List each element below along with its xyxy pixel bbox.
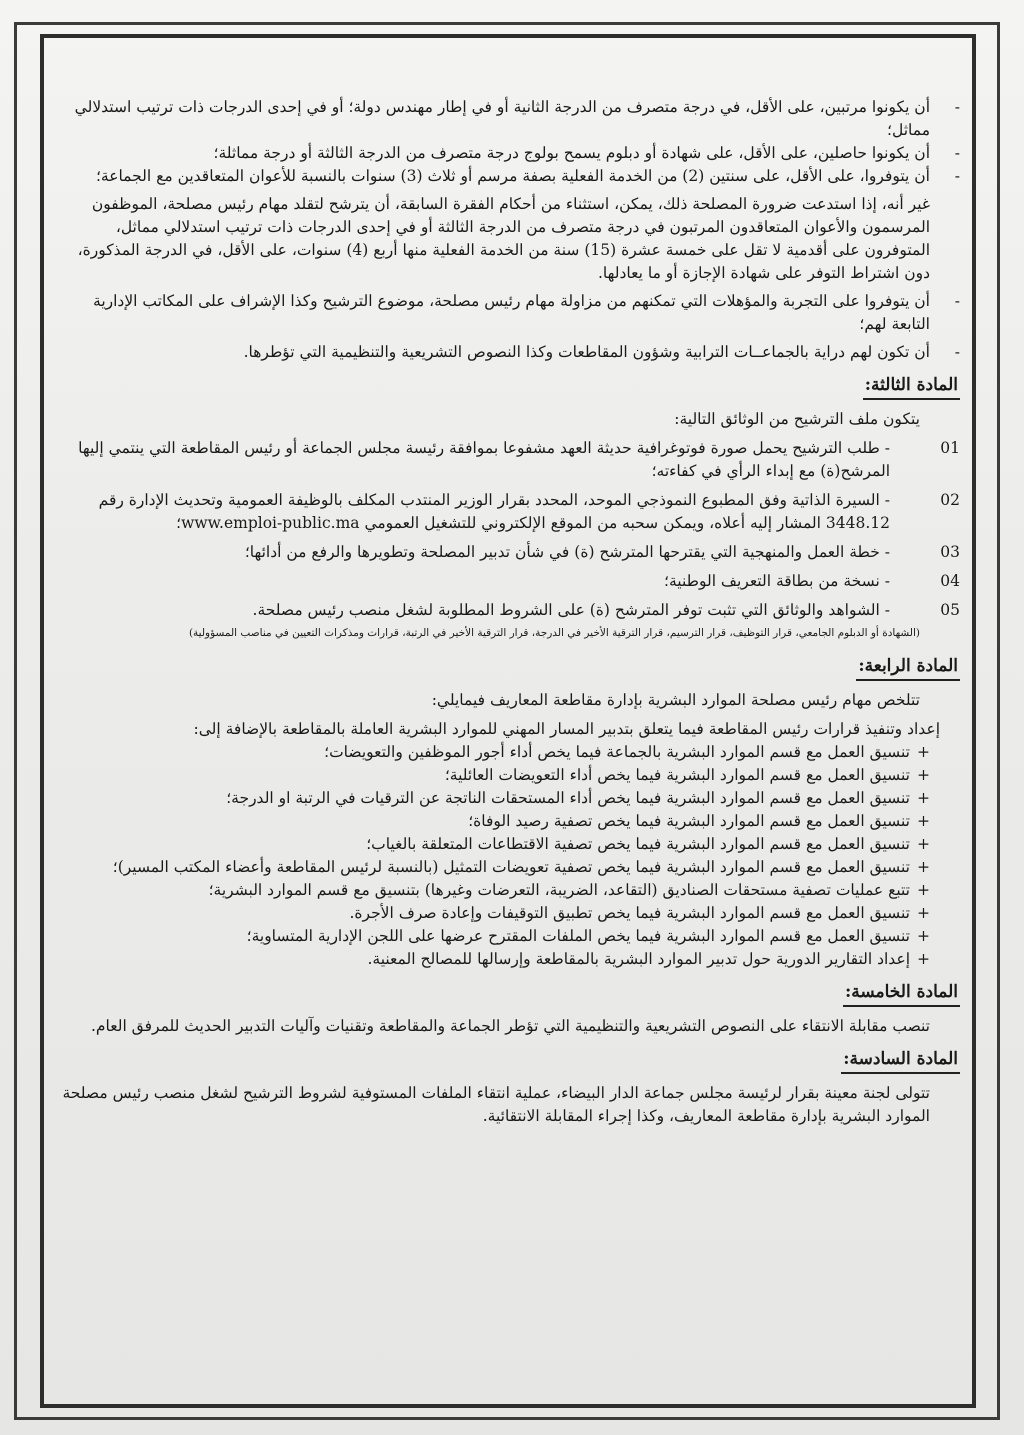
task-item: + إعداد التقارير الدورية حول تدبير الموارد البشرية بالمقاطعة وإرسالها للمصالح المعنية. [60, 948, 960, 971]
document-text: - السيرة الذاتية وفق المطبوع النموذجي الموحد، المحدد بقرار الوزير المنتدب المكلف بالوظيفة العمومية وتحديث الإدارة رقم 3448.12 المشار إليه أعلاه، ويمكن سحبه من الموقع الإلكتروني للتشغيل العمومي www.emploi-public.ma؛ [98, 491, 890, 532]
article-4-lead: إعداد وتنفيذ قرارات رئيس المقاطعة فيما يتعلق بتدبير المسار المهني للموارد البشرية العاملة بالمقاطعة بالإضافة إلى: [193, 720, 940, 738]
condition-item: - أن يكونوا حاصلين، على الأقل، على شهادة أو دبلوم يسمح بولوج درجة متصرف من الدرجة الثالثة أو درجة مماثلة؛ [60, 142, 960, 165]
document-number: 05 [940, 601, 960, 619]
condition-item: - أن يكونوا مرتبين، على الأقل، في درجة متصرف من الدرجة الثانية أو في إطار مهندس دولة؛ أو في إحدى الدرجات ذات ترتيب استدلالي مماثل؛ [60, 96, 960, 142]
documents-note: (الشهادة أو الدبلوم الجامعي، قرار التوظيف، قرار الترسيم، قرار الترقية الأخير في الدرجة، قرار الترقية الأخير في الرتبة، قرارات ومذكرات التعيين في مناصب المسؤولية) [188, 627, 920, 639]
document-number: 03 [940, 543, 960, 561]
condition-item: - أن يتوفروا، على الأقل، على سنتين (2) من الخدمة الفعلية بصفة مرسم أو ثلاث (3) سنوات بالنسبة للأعوان المتعاقدين مع الجماعة؛ [60, 165, 960, 188]
task-item: + تنسيق العمل مع قسم الموارد البشرية فيما يخص تصفية تعويضات التمثيل (بالنسبة لرئيس المقاطعة وأعضاء المكتب المسير)؛ [60, 856, 960, 879]
article-4-intro: تتلخص مهام رئيس مصلحة الموارد البشرية بإدارة مقاطعة المعاريف فيمايلي: [431, 691, 920, 709]
article-5-text: تنصب مقابلة الانتقاء على النصوص التشريعية والتنظيمية التي تؤطر الجماعة والمقاطعة وتقنيات وآليات التدبير الحديث للمرفق العام. [91, 1017, 930, 1035]
task-item: + تنسيق العمل مع قسم الموارد البشرية بالجماعة فيما يخص أداء أجور الموظفين والتعويضات؛ [60, 741, 960, 764]
document-item [60, 570, 960, 593]
document-item [60, 541, 960, 564]
task-item: + تنسيق العمل مع قسم الموارد البشرية فيما يخص تطبيق التوقيفات وإعادة صرف الأجرة. [60, 902, 960, 925]
article-3-intro: يتكون ملف الترشيح من الوثائق التالية: [674, 410, 920, 428]
document-text: - خطة العمل والمنهجية التي يقترحها المترشح (ة) في شأن تدبير المصلحة وتطويرها والرفع من أدائها؛ [244, 543, 890, 561]
article-3-heading: المادة الثالثة: [863, 374, 960, 400]
document-text: - نسخة من بطاقة التعريف الوطنية؛ [664, 572, 890, 590]
task-item: + تتبع عمليات تصفية مستحقات الصناديق (التقاعد، الضريبة، التعرضات وغيرها) بتنسيق مع قسم الموارد البشرية؛ [60, 879, 960, 902]
document-number: 01 [940, 439, 960, 457]
article-6-text: تتولى لجنة معينة بقرار لرئيسة مجلس جماعة الدار البيضاء، عملية انتقاء الملفات المستوفية لشروط الترشيح لشغل منصب رئيس مصلحة الموارد البشرية بإدارة مقاطعة المعاريف، وكذا إجراء المقابلة الانتقائية. [62, 1084, 930, 1125]
condition-item: - أن تكون لهم دراية بالجماعــات الترابية وشؤون المقاطعات وكذا النصوص التشريعية والتنظيمية التي تؤطرها. [60, 341, 960, 364]
condition-item: - أن يتوفروا على التجربة والمؤهلات التي تمكنهم من مزاولة مهام رئيس مصلحة، موضوع الترشيح وكذا الإشراف على المكاتب الإدارية التابعة لهم؛ [60, 290, 960, 336]
document-body [60, 96, 960, 1128]
document-text: - طلب الترشيح يحمل صورة فوتوغرافية حديثة العهد مشفوعا بموافقة رئيسة مجلس الجماعة أو رئيس المقاطعة التي ينتمي إليها المرشح(ة) مع إبداء الرأي في كفاءته؛ [78, 439, 890, 480]
document-text: - الشواهد والوثائق التي تثبت توفر المترشح (ة) على الشروط المطلوبة لشغل منصب رئيس مصلحة. [252, 601, 890, 619]
document-number: 02 [940, 491, 960, 509]
article-6-heading: المادة السادسة: [841, 1048, 960, 1074]
task-item: + تنسيق العمل مع قسم الموارد البشرية فيما يخص أداء المستحقات الناتجة عن الترقيات في الرتبة او الدرجة؛ [60, 787, 960, 810]
document-item [60, 437, 960, 483]
task-item: + تنسيق العمل مع قسم الموارد البشرية فيما يخص تصفية رصيد الوفاة؛ [60, 810, 960, 833]
task-item: + تنسيق العمل مع قسم الموارد البشرية فيما يخص أداء التعويضات العائلية؛ [60, 764, 960, 787]
document-number: 04 [940, 572, 960, 590]
task-item: + تنسيق العمل مع قسم الموارد البشرية فيما يخص تصفية الاقتطاعات المتعلقة بالغياب؛ [60, 833, 960, 856]
task-item: + تنسيق العمل مع قسم الموارد البشرية فيما يخص الملفات المقترح عرضها على اللجن الإدارية المتساوية؛ [60, 925, 960, 948]
document-item [60, 489, 960, 535]
condition-exception: غير أنه، إذا استدعت ضرورة المصلحة ذلك، يمكن، استثناء من أحكام الفقرة السابقة، أن يترشح لتقلد مهام رئيس مصلحة، الموظفون المرسمون والأعوان المتعاقدون المرتبون في درجة متصرف من الدرجة الثالثة أو في إحدى الدرجات ذات ترتيب استدلالي مماثل، المتوفرون على أقدمية لا تقل على خمسة عشرة (15) سنة من الخدمة الفعلية منها أربع (4) سنوات، على الأقل، في الدرجة المذكورة، دون اشتراط التوفر على شهادة الإجازة أو ما يعادلها. [77, 195, 930, 282]
article-4-heading: المادة الرابعة: [856, 655, 960, 681]
article-5-heading: المادة الخامسة: [843, 981, 960, 1007]
document-item [60, 599, 960, 622]
